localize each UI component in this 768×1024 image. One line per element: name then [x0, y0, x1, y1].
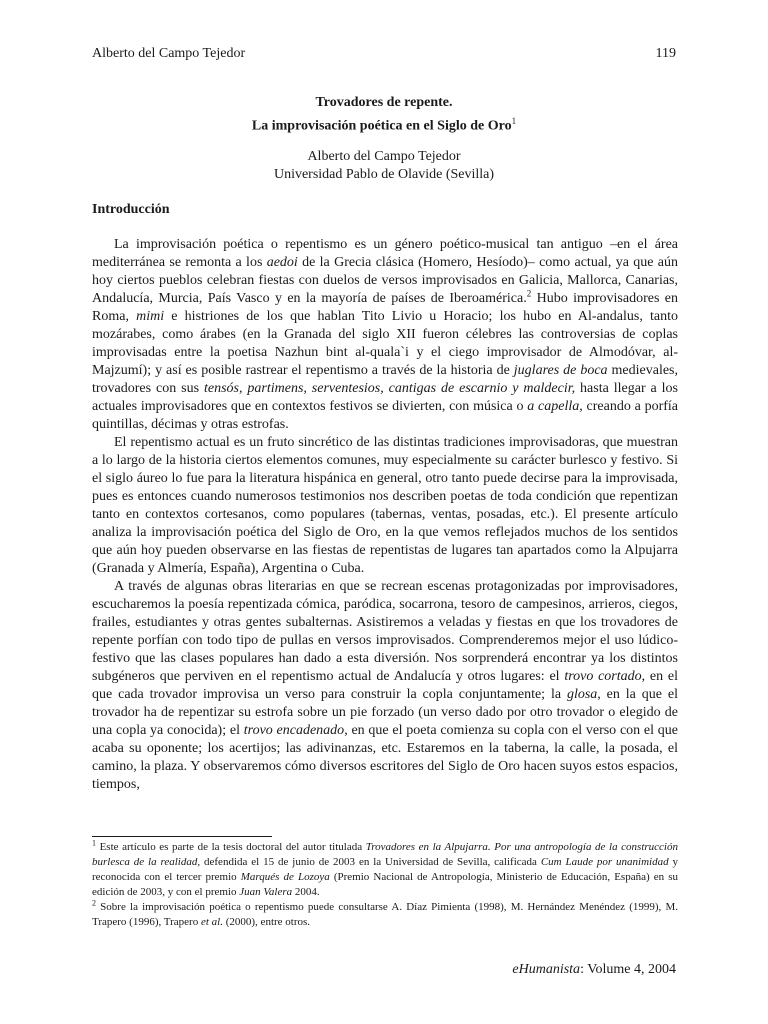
running-header-author: Alberto del Campo Tejedor — [92, 46, 246, 61]
p1-italic-capella: a capella — [527, 399, 580, 414]
byline-author: Alberto del Campo Tejedor — [307, 149, 461, 164]
p3-italic-glosa: glosa — [566, 687, 598, 702]
article-body — [92, 236, 678, 794]
p1-text-e: medievales, trovadores con sus — [92, 363, 678, 396]
article-title — [92, 94, 676, 136]
fn1-text-d: (Premio Nacional de Antropología, Ministerio de Educación, España) en su edición de 2003, y con el premio — [92, 871, 678, 898]
p1-italic-juglares: juglares de boca — [513, 363, 608, 378]
p1-text-d: e histriones de los que hablan Tito Livio u Horacio; los hubo en Al-andalus, tanto mozárabes, como árabes (en la Granada del siglo XII fueron célebres las controversias de coplas improvisadas entre la poetisa Nazhun bint al-quala`i y el ciego improvisador de Almodóvar, al-Majzumí); y así es posible rastrear el repentismo a través de la historia de — [92, 309, 678, 378]
fn1-italic-valera: Juan Valera — [239, 886, 293, 898]
fn1-italic-thesis: Trovadores en la Alpujarra. Por una antropología de la construcción burlesca de la realidad, — [92, 841, 678, 868]
p3-text-c: , en la que el trovador ha de repentizar su estrofa sobre un pie forzado (un verso dado por otro trovador o elegido de una copla ya conocida); el — [92, 687, 678, 738]
journal-volume: : Volume 4, 2004 — [580, 962, 676, 977]
journal-footer — [512, 962, 676, 978]
footnote-divider — [92, 836, 272, 837]
p3-italic-trovo-encadenado: trovo encadenado — [243, 723, 345, 738]
title-line-2 — [92, 112, 676, 136]
footnote-ref-2[interactable]: 2 — [526, 288, 532, 299]
footnote-1-number: 1 — [92, 838, 96, 848]
fn2-text-a: Sobre la improvisación poética o repentismo puede consultarse A. Díaz Pimienta (1998), M. Hernández Menéndez (1999), M. Trapero (1996), Trapero — [92, 901, 678, 928]
fn1-italic-lozoya: Marqués de Lozoya — [240, 871, 330, 883]
p1-text-b: de la Grecia clásica (Homero, Hesíodo)– como actual, ya que aún hoy ciertos pueblos celebran fiestas con duelos de versos improvisados en Galicia, Mallorca, Canarias, Andalucía, Murcia, País Vasco y en la mayoría de países de Iberoamérica. — [92, 255, 678, 306]
p1-text-a: La improvisación poética o repentismo es un género poético-musical tan antiguo –en el área mediterránea se remonta a los — [92, 237, 678, 270]
fn1-text-b: defendida el 15 de junio de 2003 en la Universidad de Sevilla, calificada — [200, 856, 541, 868]
fn1-text-a: Este artículo es parte de la tesis doctoral del autor titulada — [96, 841, 366, 853]
fn1-text-e: 2004. — [292, 886, 320, 898]
page-number: 119 — [655, 46, 676, 61]
p1-text-g: , creando a porfía quintillas, décimas y otras estrofas. — [92, 399, 678, 432]
fn2-italic-etal: et al. — [200, 916, 223, 928]
p3-italic-trovo-cortado: trovo cortado — [564, 669, 642, 684]
p3-text-b: , en el que cada trovador improvisa un verso para construir la copla conjuntamente; la — [92, 669, 678, 702]
running-header — [92, 46, 676, 62]
fn1-text-c: y reconocida con el tercer premio — [92, 856, 679, 883]
footnote-1 — [92, 840, 678, 900]
p1-italic-mimi: mimi — [136, 309, 165, 324]
p1-text-f: hasta llegar a los actuales improvisadores que en contextos festivos se divierten, con música o — [92, 381, 679, 414]
p1-text-c: Hubo improvisadores en Roma, — [92, 291, 678, 324]
title-line-2-text: La improvisación poética en el Siglo de Oro — [251, 118, 512, 134]
p3-text-d: , en que el poeta comienza su copla con el verso con el que acaba su oponente; los acertijos; las adivinanzas, etc. Estaremos en la taberna, la calle, la posada, el camino, la plaza. Y observaremos cómo diversos escritores del Siglo de Oro hacen suyos estos espacios, tiempos, — [92, 723, 678, 792]
paragraph-2: El repentismo actual es un fruto sincrético de las distintas tradiciones improvisadoras, que muestran a lo largo de la historia ciertos elementos comunes, muy especialmente su carácter burlesco y festivo. Si el siglo áureo lo fue para la literatura hispánica en general, otro tanto puede decirse para la improvisada, pues es entonces cuando numerosos testimonios nos describen poetas de toda condición que repentizan tanto en contextos cortesanos, como populares (tabernas, ventas, posadas, etc.). El presente artículo analiza la improvisación poética del Siglo de Oro, en la que vemos reflejados muchos de los sentidos que aún hoy pueden observarse en las fiestas de repentistas de lugares tan apartados como la Alpujarra (Granada y Almería, España), Argentina o Cuba. — [92, 435, 678, 576]
byline — [92, 148, 676, 184]
paragraph-1 — [92, 236, 678, 434]
paragraph-3 — [92, 578, 678, 794]
footnote-2 — [92, 900, 678, 930]
footnotes — [92, 840, 678, 930]
fn2-text-b: (2000), entre otros. — [222, 916, 311, 928]
title-footnote-ref[interactable]: 1 — [511, 116, 517, 126]
byline-affiliation: Universidad Pablo de Olavide (Sevilla) — [273, 167, 495, 182]
footnote-2-number: 2 — [92, 898, 96, 908]
p3-text-a: A través de algunas obras literarias en que se recrean escenas protagonizadas por improvisadores, escucharemos la poesía repentizada cómica, paródica, socarrona, tesoro de campesinos, arrieros, ciegos, frailes, estudiantes y otras gentes subalternas. Asistiremos a veladas y fiestas en que los trovadores de repente porfían con todo tipo de pullas en versos improvisados. Comprenderemos mejor el uso lúdico-festivo que las clases populares han dado a esta diversión. Nos sorprenderá encontrar ya los distintos subgéneros que perviven en el repentismo actual de Andalucía y otros lugares: el — [92, 579, 678, 684]
journal-name: eHumanista — [512, 962, 581, 977]
p1-italic-aedoi: aedoi — [266, 255, 298, 270]
fn1-italic-cumlaude: Cum Laude por unanimidad — [540, 856, 669, 868]
p1-italic-genres: tensós, partimens, serventesios, cantigas de escarnio y maldecir, — [203, 381, 576, 396]
section-heading: Introducción — [92, 202, 170, 217]
title-line-1: Trovadores de repente. — [315, 95, 453, 110]
